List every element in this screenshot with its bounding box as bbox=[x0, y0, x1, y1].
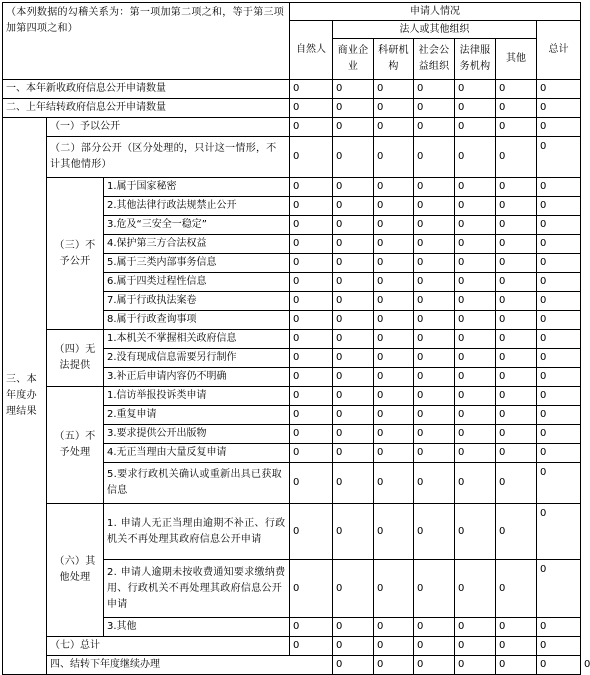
value-cell: 0 bbox=[414, 216, 455, 235]
item-label: 2. 申请人逾期未按收费通知要求缴纳费用、行政机关不再处理其政府信息公开申请 bbox=[104, 560, 290, 618]
value-cell: 0 bbox=[290, 504, 333, 560]
value-cell: 0 bbox=[537, 197, 581, 216]
value-cell: 0 bbox=[537, 637, 581, 656]
value-cell: 0 bbox=[496, 406, 537, 425]
value-cell: 0 bbox=[374, 406, 414, 425]
value-cell: 0 bbox=[455, 311, 496, 330]
value-cell: 0 bbox=[414, 387, 455, 406]
value-cell: 0 bbox=[414, 560, 455, 618]
value-cell: 0 bbox=[333, 330, 374, 349]
value-cell: 0 bbox=[496, 463, 537, 504]
value-cell: 0 bbox=[374, 330, 414, 349]
value-cell: 0 bbox=[374, 463, 414, 504]
value-cell: 0 bbox=[414, 178, 455, 197]
value-cell: 0 bbox=[537, 463, 581, 504]
value-cell: 0 bbox=[374, 273, 414, 292]
value-cell: 0 bbox=[333, 292, 374, 311]
value-cell: 0 bbox=[290, 137, 333, 178]
value-cell: 0 bbox=[414, 504, 455, 560]
value-cell: 0 bbox=[414, 656, 455, 675]
value-cell: 0 bbox=[333, 137, 374, 178]
value-cell: 0 bbox=[290, 311, 333, 330]
value-cell: 0 bbox=[537, 292, 581, 311]
value-cell: 0 bbox=[333, 197, 374, 216]
value-cell: 0 bbox=[414, 368, 455, 387]
value-cell: 0 bbox=[414, 406, 455, 425]
value-cell: 0 bbox=[455, 463, 496, 504]
item-label: 1.信访举报投诉类申请 bbox=[104, 387, 290, 406]
value-cell: 0 bbox=[333, 387, 374, 406]
value-cell: 0 bbox=[455, 178, 496, 197]
value-cell: 0 bbox=[455, 330, 496, 349]
table-row bbox=[3, 387, 581, 406]
value-cell: 0 bbox=[455, 656, 496, 675]
value-cell: 0 bbox=[537, 330, 581, 349]
value-cell: 0 bbox=[537, 235, 581, 254]
item-label: 4.保护第三方合法权益 bbox=[104, 235, 290, 254]
table-row bbox=[3, 178, 581, 197]
value-cell: 0 bbox=[374, 254, 414, 273]
value-cell: 0 bbox=[414, 330, 455, 349]
value-cell: 0 bbox=[537, 254, 581, 273]
value-cell: 0 bbox=[414, 444, 455, 463]
value-cell: 0 bbox=[537, 80, 581, 99]
item-label: 1. 申请人无正当理由逾期不补正、行政机关不再处理其政府信息公开申请 bbox=[104, 504, 290, 560]
table-row bbox=[3, 99, 581, 118]
value-cell: 0 bbox=[496, 368, 537, 387]
value-cell: 0 bbox=[290, 463, 333, 504]
value-cell: 0 bbox=[455, 349, 496, 368]
value-cell: 0 bbox=[333, 618, 374, 637]
value-cell: 0 bbox=[455, 368, 496, 387]
value-cell: 0 bbox=[414, 349, 455, 368]
value-cell: 0 bbox=[496, 118, 537, 137]
value-cell: 0 bbox=[290, 178, 333, 197]
value-cell: 0 bbox=[374, 311, 414, 330]
value-cell: 0 bbox=[374, 216, 414, 235]
item-label: 3.危及“三安全一稳定” bbox=[104, 216, 290, 235]
value-cell: 0 bbox=[455, 637, 496, 656]
value-cell: 0 bbox=[333, 349, 374, 368]
value-cell: 0 bbox=[496, 292, 537, 311]
value-cell: 0 bbox=[333, 444, 374, 463]
value-cell: 0 bbox=[496, 311, 537, 330]
value-cell: 0 bbox=[455, 504, 496, 560]
section-3-label: 三、本年度办理结果 bbox=[3, 118, 47, 675]
value-cell: 0 bbox=[374, 349, 414, 368]
value-cell: 0 bbox=[374, 504, 414, 560]
value-cell: 0 bbox=[455, 618, 496, 637]
value-cell: 0 bbox=[290, 444, 333, 463]
value-cell: 0 bbox=[537, 216, 581, 235]
value-cell: 0 bbox=[455, 254, 496, 273]
value-cell: 0 bbox=[414, 311, 455, 330]
value-cell: 0 bbox=[496, 254, 537, 273]
group-label: （三）不予公开 bbox=[47, 178, 104, 330]
header-social: 社会公益组织 bbox=[414, 39, 455, 80]
value-cell: 0 bbox=[333, 235, 374, 254]
row-label: 一、本年新收政府信息公开申请数量 bbox=[3, 80, 290, 99]
table-row bbox=[3, 118, 581, 137]
item-label: 4.无正当理由大量反复申请 bbox=[104, 444, 290, 463]
value-cell: 0 bbox=[290, 406, 333, 425]
value-cell: 0 bbox=[496, 137, 537, 178]
value-cell: 0 bbox=[455, 197, 496, 216]
value-cell: 0 bbox=[455, 406, 496, 425]
value-cell: 0 bbox=[333, 254, 374, 273]
group-label: （六）其他处理 bbox=[47, 504, 104, 637]
value-cell: 0 bbox=[496, 235, 537, 254]
value-cell: 0 bbox=[414, 118, 455, 137]
item-label: 7.属于行政执法案卷 bbox=[104, 292, 290, 311]
value-cell: 0 bbox=[496, 387, 537, 406]
value-cell: 0 bbox=[290, 216, 333, 235]
value-cell: 0 bbox=[374, 197, 414, 216]
row-label: （二）部分公开（区分处理的，只计这一情形，不计其他情形） bbox=[47, 137, 290, 178]
value-cell: 0 bbox=[290, 425, 333, 444]
value-cell: 0 bbox=[537, 178, 581, 197]
value-cell: 0 bbox=[414, 463, 455, 504]
table-row bbox=[3, 137, 581, 178]
value-cell: 0 bbox=[374, 444, 414, 463]
value-cell: 0 bbox=[290, 560, 333, 618]
value-cell: 0 bbox=[290, 254, 333, 273]
item-label: 5.要求行政机关确认或重新出具已获取信息 bbox=[104, 463, 290, 504]
value-cell: 0 bbox=[333, 504, 374, 560]
value-cell: 0 bbox=[455, 137, 496, 178]
header-applicant: 申请人情况 bbox=[290, 3, 581, 21]
value-cell: 0 bbox=[496, 504, 537, 560]
value-cell: 0 bbox=[290, 349, 333, 368]
row-label: 二、上年结转政府信息公开申请数量 bbox=[3, 99, 290, 118]
value-cell: 0 bbox=[414, 99, 455, 118]
value-cell: 0 bbox=[414, 197, 455, 216]
value-cell: 0 bbox=[496, 425, 537, 444]
value-cell: 0 bbox=[333, 425, 374, 444]
value-cell: 0 bbox=[374, 618, 414, 637]
value-cell: 0 bbox=[496, 80, 537, 99]
item-label: 1.本机关不掌握相关政府信息 bbox=[104, 330, 290, 349]
value-cell: 0 bbox=[333, 118, 374, 137]
row-label: 四、结转下年度继续办理 bbox=[47, 656, 333, 675]
value-cell: 0 bbox=[455, 560, 496, 618]
value-cell: 0 bbox=[455, 425, 496, 444]
value-cell: 0 bbox=[290, 292, 333, 311]
item-label: 1.属于国家秘密 bbox=[104, 178, 290, 197]
header-research: 科研机构 bbox=[374, 39, 414, 80]
item-label: 6.属于四类过程性信息 bbox=[104, 273, 290, 292]
table-row bbox=[3, 637, 581, 656]
value-cell: 0 bbox=[414, 273, 455, 292]
row-label: （一）予以公开 bbox=[47, 118, 290, 137]
value-cell: 0 bbox=[333, 273, 374, 292]
item-label: 8.属于行政查询事项 bbox=[104, 311, 290, 330]
value-cell: 0 bbox=[374, 387, 414, 406]
value-cell: 0 bbox=[290, 387, 333, 406]
item-label: 3.要求提供公开出版物 bbox=[104, 425, 290, 444]
value-cell: 0 bbox=[374, 118, 414, 137]
value-cell: 0 bbox=[496, 560, 537, 618]
value-cell: 0 bbox=[537, 560, 581, 618]
statistics-table bbox=[2, 2, 590, 675]
value-cell: 0 bbox=[333, 216, 374, 235]
header-total: 总计 bbox=[537, 21, 581, 80]
header-other: 其他 bbox=[496, 39, 537, 80]
row-label: （七）总计 bbox=[47, 637, 290, 656]
value-cell: 0 bbox=[414, 235, 455, 254]
value-cell: 0 bbox=[455, 80, 496, 99]
value-cell: 0 bbox=[374, 292, 414, 311]
value-cell: 0 bbox=[455, 118, 496, 137]
value-cell: 0 bbox=[455, 444, 496, 463]
value-cell: 0 bbox=[537, 99, 581, 118]
value-cell: 0 bbox=[537, 118, 581, 137]
value-cell: 0 bbox=[333, 368, 374, 387]
value-cell: 0 bbox=[414, 637, 455, 656]
value-cell: 0 bbox=[537, 425, 581, 444]
value-cell: 0 bbox=[537, 273, 581, 292]
table-row: 四、结转下年度继续办理 0 0 0 0 0 0 0 bbox=[3, 656, 581, 675]
value-cell: 0 bbox=[496, 197, 537, 216]
value-cell: 0 bbox=[290, 99, 333, 118]
header-commercial: 商业企业 bbox=[333, 39, 374, 80]
value-cell: 0 bbox=[414, 137, 455, 178]
table-row bbox=[3, 330, 581, 349]
value-cell: 0 bbox=[414, 425, 455, 444]
value-cell: 0 bbox=[537, 618, 581, 637]
value-cell: 0 bbox=[290, 273, 333, 292]
value-cell: 0 bbox=[374, 368, 414, 387]
value-cell: 0 bbox=[333, 80, 374, 99]
value-cell: 0 bbox=[333, 463, 374, 504]
value-cell: 0 bbox=[414, 80, 455, 99]
value-cell: 0 bbox=[374, 178, 414, 197]
value-cell: 0 bbox=[496, 330, 537, 349]
item-label: 5.属于三类内部事务信息 bbox=[104, 254, 290, 273]
item-label: 2.没有现成信息需要另行制作 bbox=[104, 349, 290, 368]
value-cell: 0 bbox=[455, 216, 496, 235]
table-row bbox=[3, 80, 581, 99]
value-cell: 0 bbox=[537, 444, 581, 463]
value-cell: 0 bbox=[537, 368, 581, 387]
value-cell: 0 bbox=[414, 254, 455, 273]
value-cell: 0 bbox=[537, 349, 581, 368]
value-cell: 0 bbox=[537, 504, 581, 560]
value-cell: 0 bbox=[374, 560, 414, 618]
value-cell: 0 bbox=[290, 197, 333, 216]
value-cell: 0 bbox=[537, 406, 581, 425]
item-label: 2.重复申请 bbox=[104, 406, 290, 425]
group-label: （五）不予处理 bbox=[47, 387, 104, 504]
value-cell: 0 bbox=[290, 368, 333, 387]
item-label: 3.其他 bbox=[104, 618, 290, 637]
value-cell: 0 bbox=[374, 235, 414, 254]
value-cell: 0 bbox=[333, 656, 374, 675]
group-label: （四）无法提供 bbox=[47, 330, 104, 387]
value-cell: 0 bbox=[290, 330, 333, 349]
value-cell: 0 bbox=[333, 637, 374, 656]
header-legal-org: 法人或其他组织 bbox=[333, 21, 537, 39]
value-cell: 0 bbox=[496, 444, 537, 463]
value-cell: 0 bbox=[455, 235, 496, 254]
note-cell: （本列数据的勾稽关系为：第一项加第二项之和，等于第三项加第四项之和） bbox=[3, 3, 290, 80]
value-cell: 0 bbox=[537, 137, 581, 178]
value-cell: 0 bbox=[333, 560, 374, 618]
value-cell: 0 bbox=[374, 637, 414, 656]
value-cell: 0 bbox=[290, 118, 333, 137]
value-cell: 0 bbox=[290, 235, 333, 254]
value-cell: 0 bbox=[414, 292, 455, 311]
value-cell: 0 bbox=[496, 637, 537, 656]
value-cell: 0 bbox=[374, 137, 414, 178]
table-row bbox=[3, 504, 581, 560]
value-cell: 0 bbox=[333, 178, 374, 197]
value-cell: 0 bbox=[374, 656, 414, 675]
item-label: 3.补正后申请内容仍不明确 bbox=[104, 368, 290, 387]
value-cell: 0 bbox=[537, 387, 581, 406]
value-cell: 0 bbox=[414, 618, 455, 637]
value-cell: 0 bbox=[333, 406, 374, 425]
value-cell: 0 bbox=[455, 99, 496, 118]
value-cell: 0 bbox=[537, 656, 581, 675]
value-cell: 0 bbox=[496, 99, 537, 118]
value-cell: 0 bbox=[496, 178, 537, 197]
value-cell: 0 bbox=[496, 273, 537, 292]
value-cell: 0 bbox=[455, 387, 496, 406]
value-cell: 0 bbox=[374, 99, 414, 118]
value-cell: 0 bbox=[374, 80, 414, 99]
value-cell: 0 bbox=[455, 273, 496, 292]
value-cell: 0 bbox=[290, 80, 333, 99]
value-cell: 0 bbox=[455, 292, 496, 311]
value-cell: 0 bbox=[496, 618, 537, 637]
header-natural-person: 自然人 bbox=[290, 21, 333, 80]
value-cell: 0 bbox=[333, 99, 374, 118]
value-cell: 0 bbox=[290, 637, 333, 656]
value-cell: 0 bbox=[496, 349, 537, 368]
value-cell: 0 bbox=[496, 216, 537, 235]
value-cell: 0 bbox=[290, 618, 333, 637]
value-cell: 0 bbox=[333, 311, 374, 330]
value-cell: 0 bbox=[537, 311, 581, 330]
value-cell: 0 bbox=[374, 425, 414, 444]
value-cell: 0 bbox=[496, 656, 537, 675]
header-legal-service: 法律服务机构 bbox=[455, 39, 496, 80]
item-label: 2.其他法律行政法规禁止公开 bbox=[104, 197, 290, 216]
